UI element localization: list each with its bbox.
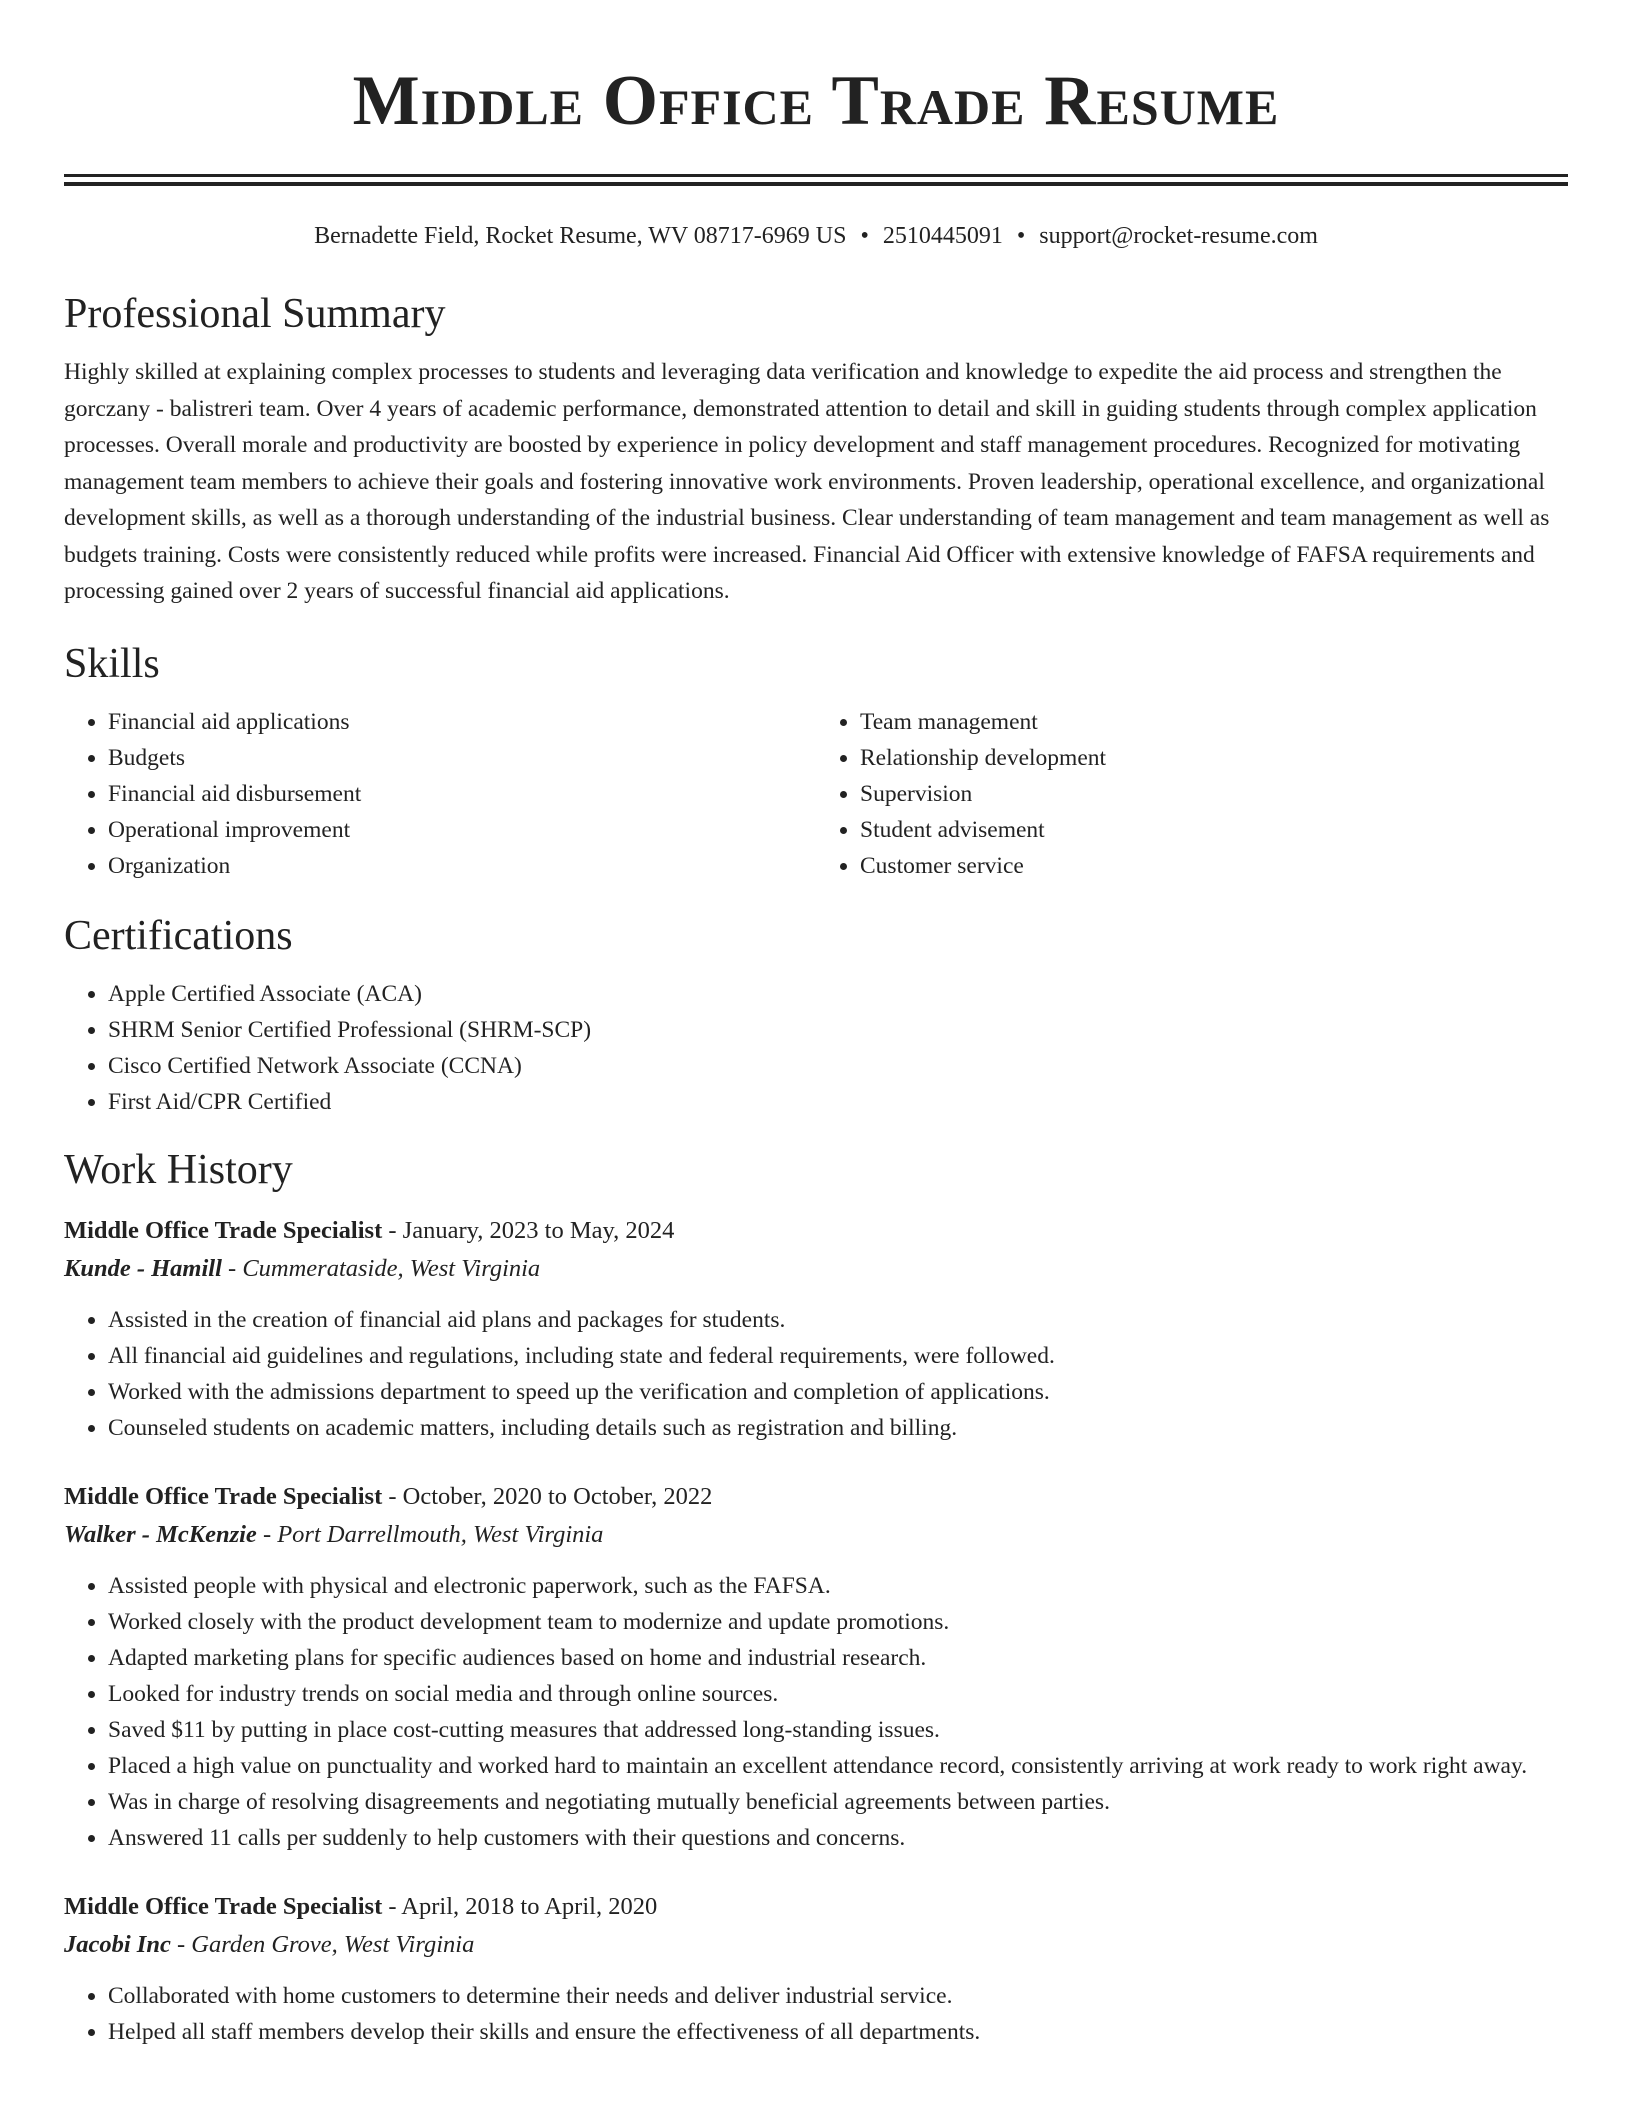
job-bullet: • Worked with the admissions department to speed up the verification and completion of applications. <box>108 1374 1568 1410</box>
contact-email: support@rocket-resume.com <box>1039 223 1318 249</box>
contact-line <box>64 220 1568 252</box>
contact-separator: • <box>860 223 869 249</box>
skills-list-right <box>816 704 1568 884</box>
job-bullet: • Assisted in the creation of financial aid plans and packages for students. <box>108 1302 1568 1338</box>
page-title: Middle Office Trade Resume <box>352 62 1280 140</box>
certifications-heading: Certifications <box>64 912 293 959</box>
job-title-line <box>64 1478 1568 1516</box>
skill-item: • Team management <box>860 704 1568 740</box>
job-bullet: • Collaborated with home customers to determine their needs and deliver industrial service. <box>108 1978 1568 2014</box>
job-location: - Garden Grove, West Virginia <box>170 1930 475 1958</box>
job-bullet: • Assisted people with physical and electronic paperwork, such as the FAFSA. <box>108 1568 1568 1604</box>
certification-item: • SHRM Senior Certified Professional (SHRM-SCP) <box>108 1012 1568 1048</box>
job-bullet: • Worked closely with the product development team to modernize and update promotions. <box>108 1604 1568 1640</box>
title-divider <box>64 174 1568 186</box>
job-dates: - January, 2023 to May, 2024 <box>382 1216 675 1244</box>
job-title: Middle Office Trade Specialist <box>64 1892 383 1920</box>
skill-item: • Customer service <box>860 848 1568 884</box>
job-company-line <box>64 1250 1568 1288</box>
job-bullets <box>64 1568 1568 1856</box>
skills-grid <box>64 704 1568 884</box>
certifications-list <box>64 976 1568 1120</box>
job-title-line <box>64 1888 1568 1926</box>
skill-item: • Relationship development <box>860 740 1568 776</box>
skill-item: • Student advisement <box>860 812 1568 848</box>
job-bullet: • Adapted marketing plans for specific audiences based on home and industrial research. <box>108 1640 1568 1676</box>
job-dates: - October, 2020 to October, 2022 <box>382 1482 713 1510</box>
summary-heading: Professional Summary <box>64 291 446 337</box>
job-entry <box>64 1212 1568 1446</box>
skill-item: • Operational improvement <box>108 812 816 848</box>
contact-separator: • <box>1016 223 1026 249</box>
contact-address: Bernadette Field, Rocket Resume, WV 08717-6969 US <box>314 223 847 249</box>
job-bullet: • All financial aid guidelines and regulations, including state and federal requirements, were followed. <box>108 1338 1568 1374</box>
summary-text: Highly skilled at explaining complex processes to students and leveraging data verification and knowledge to expedite the aid process and strengthen the gorczany - balistreri team. Over 4 years of academic performance, demonstrated attention to detail and skill in guiding students through complex application processes. Overall morale and productivity are boosted by experience in policy development and staff management procedures. Recognized for motivating management team members to achieve their goals and fostering innovative work environments. Proven leadership, operational excellence, and organizational development skills, as well as a thorough understanding of the industrial business. Clear understanding of team management and team management as well as budgets training. Costs were consistently reduced while profits were increased. Financial Aid Officer with extensive knowledge of FAFSA requirements and processing gained over 2 years of successful financial aid applications. <box>64 359 1550 604</box>
job-bullet: • Saved $11 by putting in place cost-cutting measures that addressed long-standing issues. <box>108 1712 1568 1748</box>
job-location: - Cummerataside, West Virginia <box>221 1254 541 1282</box>
job-title-line <box>64 1212 1568 1250</box>
job-bullet: • Counseled students on academic matters, including details such as registration and billing. <box>108 1410 1568 1446</box>
job-company: Jacobi Inc <box>64 1930 171 1958</box>
skill-item: • Financial aid disbursement <box>108 776 816 812</box>
skills-column-left <box>64 704 816 884</box>
job-bullets <box>64 1302 1568 1446</box>
contact-phone: 2510445091 <box>882 223 1003 249</box>
certification-item: • Apple Certified Associate (ACA) <box>108 976 1568 1012</box>
certification-item: • Cisco Certified Network Associate (CCNA) <box>108 1048 1568 1084</box>
job-bullet: • Answered 11 calls per suddenly to help customers with their questions and concerns. <box>108 1820 1568 1856</box>
job-title: Middle Office Trade Specialist <box>64 1216 383 1244</box>
skill-item: • Organization <box>108 848 816 884</box>
work-history-heading: Work History <box>64 1146 293 1193</box>
job-dates: - April, 2018 to April, 2020 <box>382 1892 658 1920</box>
certification-item: • First Aid/CPR Certified <box>108 1084 1568 1120</box>
job-bullet: • Was in charge of resolving disagreements and negotiating mutually beneficial agreements between parties. <box>108 1784 1568 1820</box>
skill-item: • Supervision <box>860 776 1568 812</box>
job-company: Kunde - Hamill <box>64 1254 222 1282</box>
job-company: Walker - McKenzie <box>64 1520 257 1548</box>
skill-item: • Financial aid applications <box>108 704 816 740</box>
job-title: Middle Office Trade Specialist <box>64 1482 383 1510</box>
job-bullet: • Looked for industry trends on social media and through online sources. <box>108 1676 1568 1712</box>
job-location: - Port Darrellmouth, West Virginia <box>256 1520 604 1548</box>
job-company-line <box>64 1926 1568 1964</box>
job-company-line <box>64 1516 1568 1554</box>
job-bullets <box>64 1978 1568 2050</box>
skill-item: • Budgets <box>108 740 816 776</box>
job-bullet: • Helped all staff members develop their skills and ensure the effectiveness of all departments. <box>108 2014 1568 2050</box>
skills-heading: Skills <box>64 640 160 687</box>
skills-column-right <box>816 704 1568 884</box>
job-entry <box>64 1888 1568 2050</box>
job-bullet: • Placed a high value on punctuality and worked hard to maintain an excellent attendance record, consistently arriving at work ready to work right away. <box>108 1748 1568 1784</box>
job-entry <box>64 1478 1568 1856</box>
skills-list-left <box>64 704 816 884</box>
